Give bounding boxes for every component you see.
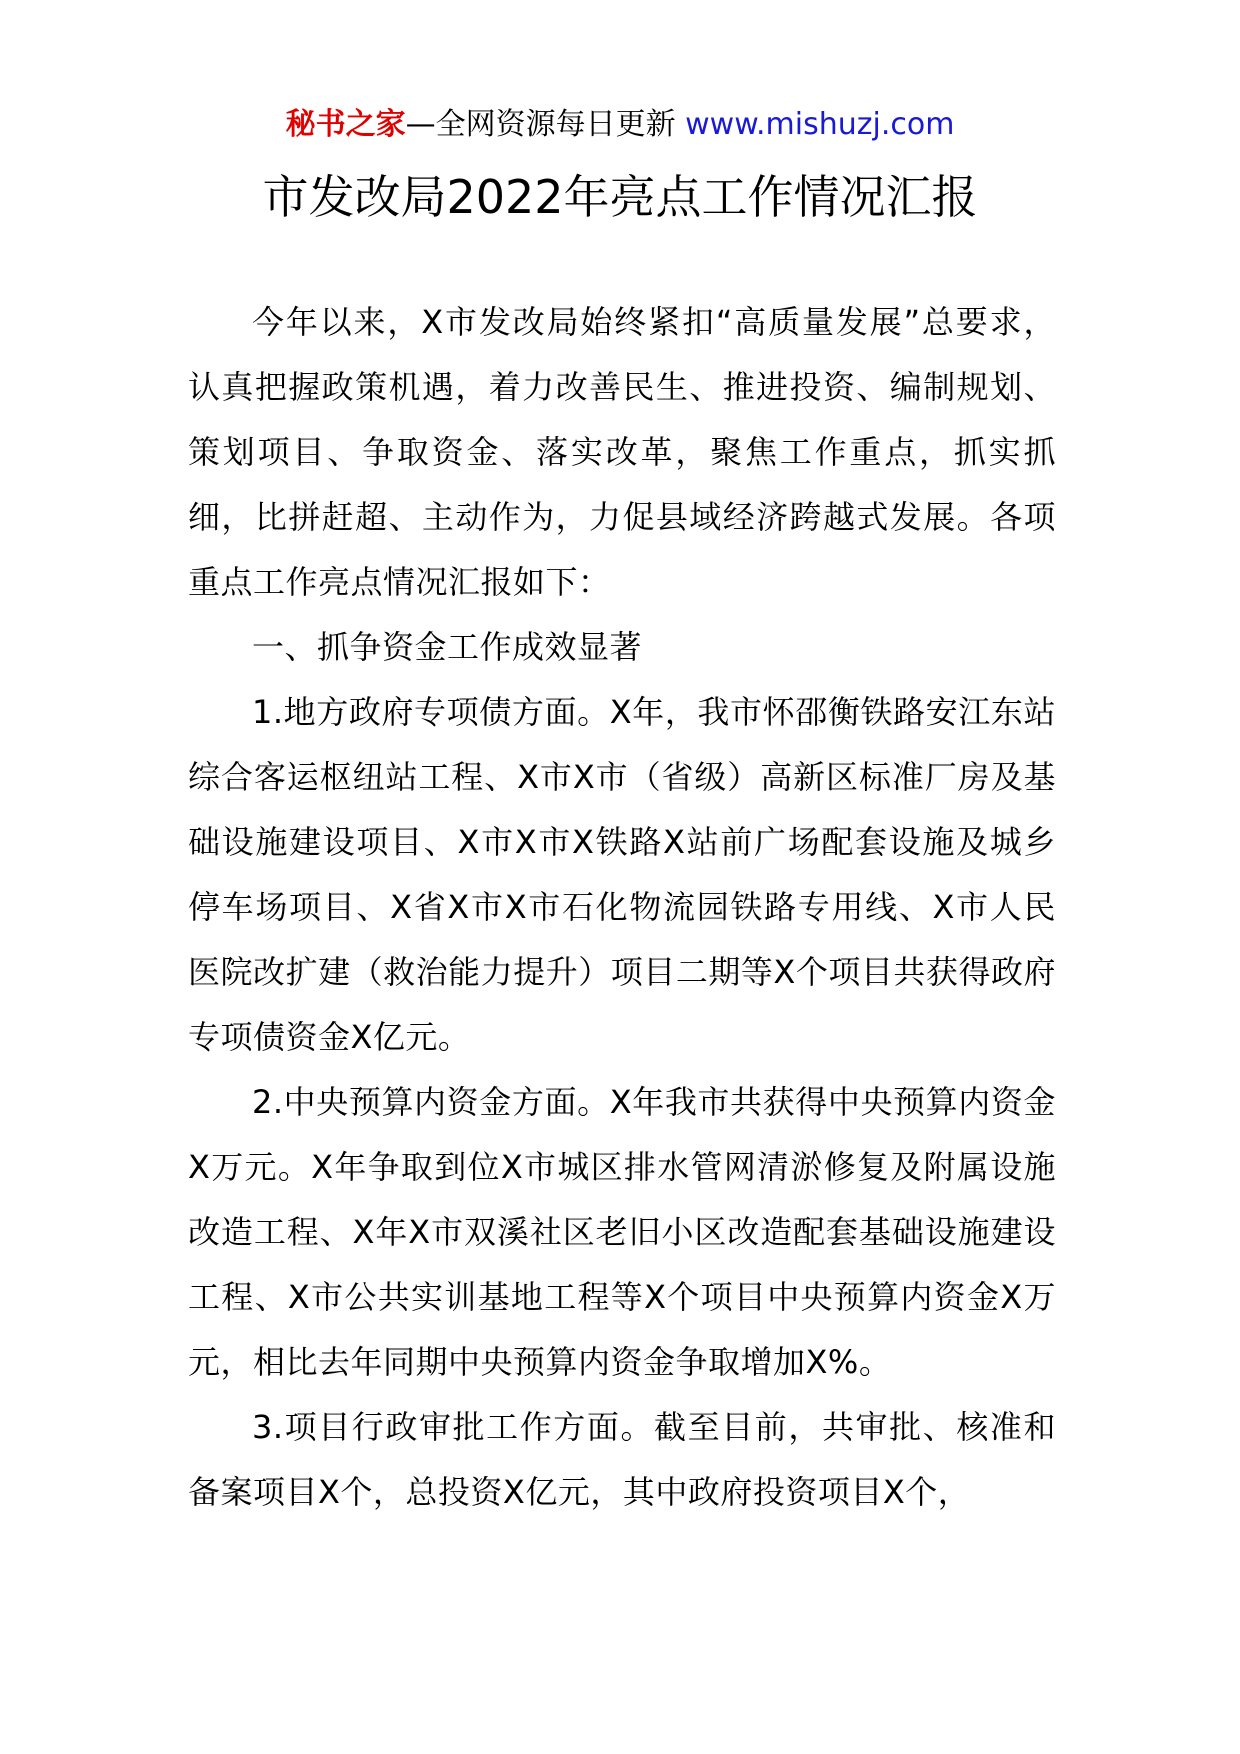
brand-name: 秘书之家: [285, 107, 406, 142]
section-heading: 一、抓争资金工作成效显著: [252, 628, 643, 666]
site-url-link[interactable]: www.mishuzj.com: [685, 107, 955, 142]
paragraph-special-bonds: 1.地方政府专项债方面。X年，我市怀邵衡铁路安江东站综合客运枢纽站工程、X市X市（省级）高新区标准厂房及基础设施建设项目、X市X市X铁路X站前广场配套设施及城乡停车场项目、X省X市X市石化物流园铁路专用线、X市人民医院改扩建（救治能力提升）项目二期等X个项目共获得政府专项债资金X亿元。: [188, 693, 1056, 1056]
site-header: [0, 98, 1240, 152]
site-slogan: —全网资源每日更新: [405, 107, 676, 142]
document-title: 市发改局2022年亮点工作情况汇报: [262, 170, 978, 224]
document-body: [188, 290, 1056, 1525]
intro-paragraph: 今年以来，X市发改局始终紧扣“高质量发展”总要求，认真把握政策机遇，着力改善民生、推进投资、编制规划、策划项目、争取资金、落实改革，聚焦工作重点，抓实抓细，比拼赶超、主动作为，力促县域经济跨越式发展。各项重点工作亮点情况汇报如下：: [188, 303, 1056, 601]
paragraph-project-approval: 3.项目行政审批工作方面。截至目前，共审批、核准和备案项目X个，总投资X亿元，其中政府投资项目X个，: [188, 1408, 1056, 1511]
paragraph-central-budget: 2.中央预算内资金方面。X年我市共获得中央预算内资金X万元。X年争取到位X市城区排水管网清淤修复及附属设施改造工程、X年X市双溪社区老旧小区改造配套基础设施建设工程、X市公共实训基地工程等X个项目中央预算内资金X万元，相比去年同期中央预算内资金争取增加X%。: [188, 1083, 1056, 1381]
